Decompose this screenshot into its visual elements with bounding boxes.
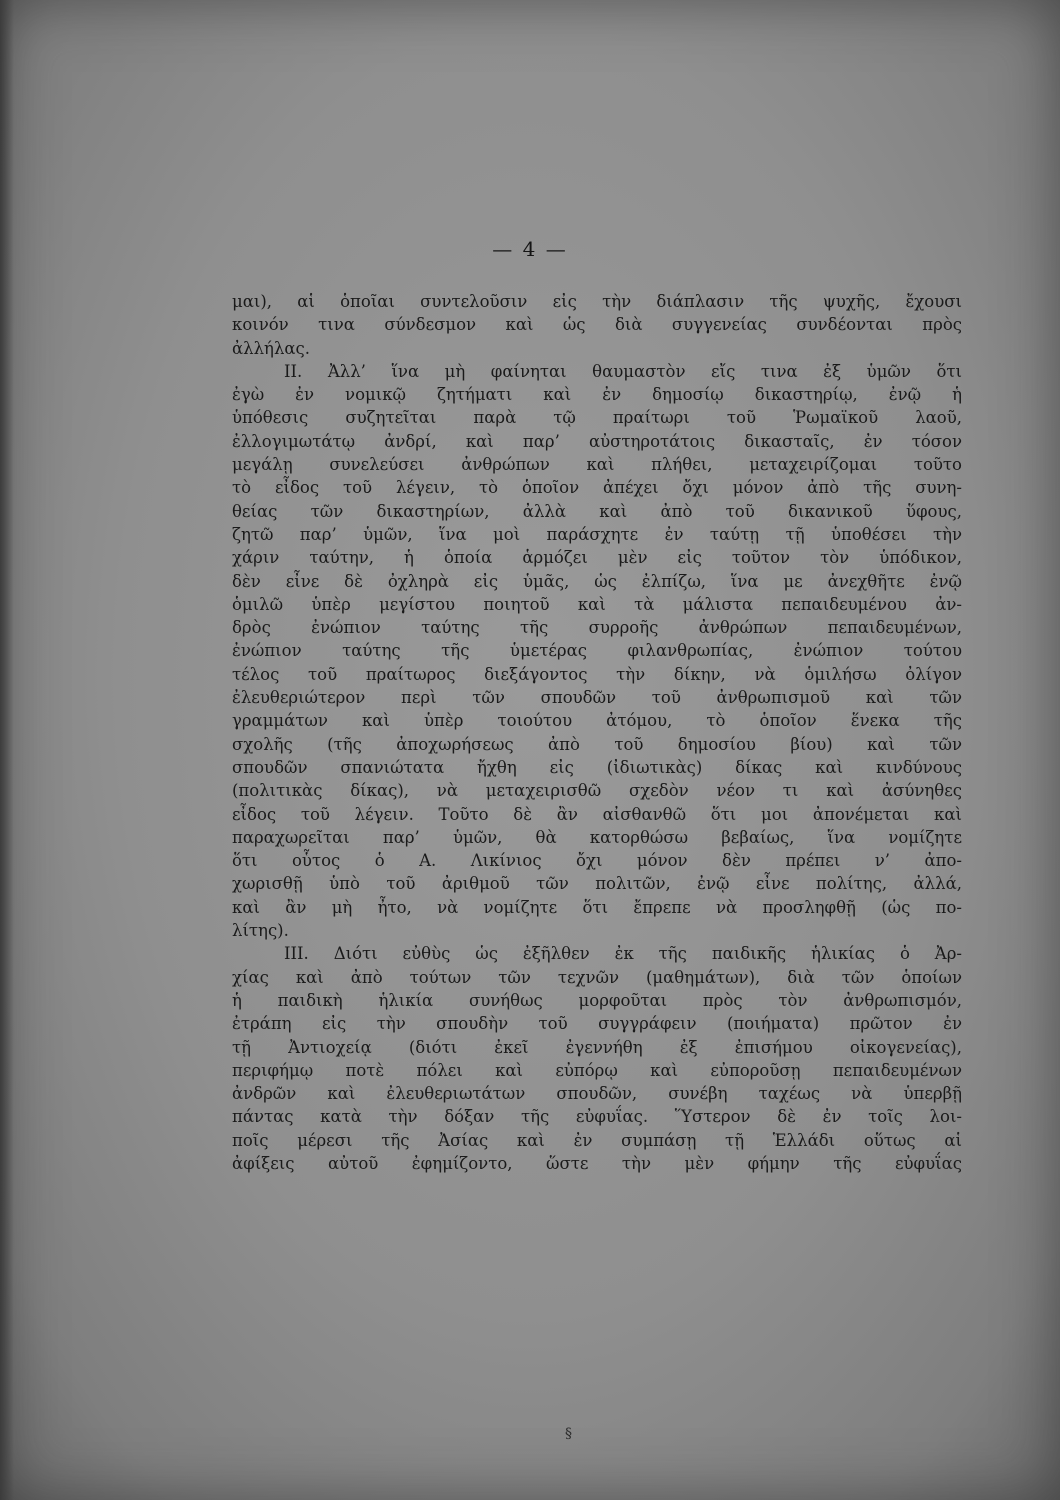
text-line: III. Διότι εὐθὺς ὡς ἐξῆλθεν ἐκ τῆς παιδικῆς ἡλικίας ὁ Ἀρ- (284, 944, 962, 964)
body-text (232, 290, 962, 1175)
text-line: (πολιτικὰς δίκας), νὰ μεταχειρισθῶ σχεδὸν νέον τι καὶ ἀσύνηθες (232, 781, 962, 801)
text-line: χωρισθῇ ὑπὸ τοῦ ἀριθμοῦ τῶν πολιτῶν, ἐνῷ εἶνε πολίτης, ἀλλά, (232, 874, 962, 894)
page-number: — 4 — (492, 237, 568, 261)
text-line: λίτης). (232, 921, 289, 941)
text-line: χάριν ταύτην, ἡ ὁποία ἁρμόζει μὲν εἰς τοῦτον τὸν ὑπόδικον, (232, 548, 962, 568)
text-line: σπουδῶν σπανιώτατα ἤχθη εἰς (ἰδιωτικὰς) δίκας καὶ κινδύνους (232, 757, 962, 777)
text-line: ζητῶ παρ’ ὑμῶν, ἵνα μοὶ παράσχητε ἐν ταύτῃ τῇ ὑποθέσει τὴν (232, 524, 962, 544)
text-line: δρὸς ἐνώπιον ταύτης τῆς συρροῆς ἀνθρώπων πεπαιδευμένων, (232, 618, 962, 638)
text-line: παραχωρεῖται παρ’ ὑμῶν, θὰ κατορθώσω βεβαίως, ἵνα νομίζητε (232, 827, 962, 847)
page-left-edge-shadow (0, 0, 14, 1500)
text-line: τῇ Ἀντιοχείᾳ (διότι ἐκεῖ ἐγεννήθη ἐξ ἐπισήμου οἰκογενείας), (232, 1037, 962, 1057)
bottom-mark: § (565, 1426, 572, 1442)
text-line: ἐνώπιον ταύτης τῆς ὑμετέρας φιλανθρωπίας, ἐνώπιον τούτου (232, 641, 962, 661)
text-line: κοινόν τινα σύνδεσμον καὶ ὡς διὰ συγγενείας συνδέονται πρὸς (232, 315, 962, 335)
text-line: ἀφίξεις αὐτοῦ ἐφημίζοντο, ὥστε τὴν μὲν φήμην τῆς εὐφυΐας (232, 1153, 962, 1173)
text-line: σχολῆς (τῆς ἀποχωρήσεως ἀπὸ τοῦ δημοσίου βίου) καὶ τῶν (232, 734, 962, 754)
text-line: τὸ εἶδος τοῦ λέγειν, τὸ ὁποῖον ἀπέχει ὄχι μόνον ἀπὸ τῆς συνη- (232, 478, 962, 498)
text-line: τέλος τοῦ πραίτωρος διεξάγοντος τὴν δίκην, νὰ ὁμιλήσω ὀλίγον (232, 664, 962, 684)
text-line: ἀνδρῶν καὶ ἐλευθεριωτάτων σπουδῶν, συνέβη ταχέως νὰ ὑπερβῇ (232, 1084, 962, 1104)
text-line: πάντας κατὰ τὴν δόξαν τῆς εὐφυΐας. Ὕστερον δὲ ἐν τοῖς λοι- (232, 1107, 962, 1127)
text-line: ἀλλήλας. (232, 338, 311, 358)
text-line: ὑπόθεσις συζητεῖται παρὰ τῷ πραίτωρι τοῦ Ῥωμαϊκοῦ λαοῦ, (232, 408, 962, 428)
text-line: μεγάλῃ συνελεύσει ἀνθρώπων καὶ πλήθει, μεταχειρίζομαι τοῦτο (232, 455, 962, 475)
text-line: ἐγὼ ἐν νομικῷ ζητήματι καὶ ἐν δημοσίῳ δικαστηρίῳ, ἐνῷ ἡ (232, 385, 962, 405)
text-line: περιφήμῳ ποτὲ πόλει καὶ εὐπόρῳ καὶ εὐποροῦσῃ πεπαιδευμένων (232, 1060, 962, 1080)
text-line: θείας τῶν δικαστηρίων, ἀλλὰ καὶ ἀπὸ τοῦ δικανικοῦ ὕφους, (232, 501, 962, 521)
text-line: ὅτι οὗτος ὁ Α. Λικίνιος ὄχι μόνον δὲν πρέπει ν’ ἀπο- (232, 851, 962, 871)
text-line: μαι), αἱ ὁποῖαι συντελοῦσιν εἰς τὴν διάπλασιν τῆς ψυχῆς, ἔχουσι (232, 292, 962, 311)
text-line: ἐτράπη εἰς τὴν σπουδὴν τοῦ συγγράφειν (ποιήματα) πρῶτον ἐν (232, 1014, 962, 1034)
text-line: καὶ ἂν μὴ ἦτο, νὰ νομίζητε ὅτι ἔπρεπε νὰ προσληφθῇ (ὡς πο- (232, 897, 962, 917)
text-line: II. Ἀλλ’ ἵνα μὴ φαίνηται θαυμαστὸν εἴς τινα ἐξ ὑμῶν ὅτι (284, 361, 962, 381)
text-line: ἡ παιδικὴ ἡλικία συνήθως μορφοῦται πρὸς τὸν ἀνθρωπισμόν, (232, 990, 962, 1010)
text-line: ἐλευθεριώτερον περὶ τῶν σπουδῶν τοῦ ἀνθρωπισμοῦ καὶ τῶν (232, 688, 962, 708)
text-line: ὁμιλῶ ὑπὲρ μεγίστου ποιητοῦ καὶ τὰ μάλιστα πεπαιδευμένου ἀν- (232, 594, 962, 614)
text-line: ποῖς μέρεσι τῆς Ἀσίας καὶ ἐν συμπάσῃ τῇ Ἑλλάδι οὕτως αἱ (232, 1130, 962, 1150)
text-line: εἶδος τοῦ λέγειν. Τοῦτο δὲ ἂν αἰσθανθῶ ὅτι μοι ἀπονέμεται καὶ (232, 804, 962, 824)
text-line: δὲν εἶνε δὲ ὀχληρὰ εἰς ὑμᾶς, ὡς ἐλπίζω, ἵνα με ἀνεχθῆτε ἐνῷ (232, 571, 962, 591)
text-line: γραμμάτων καὶ ὑπὲρ τοιούτου ἀτόμου, τὸ ὁποῖον ἕνεκα τῆς (232, 711, 962, 731)
text-line: ἐλλογιμωτάτῳ ἀνδρί, καὶ παρ’ αὐστηροτάτοις δικασταῖς, ἐν τόσον (232, 431, 962, 451)
text-line: χίας καὶ ἀπὸ τούτων τῶν τεχνῶν (μαθημάτων), διὰ τῶν ὁποίων (232, 967, 962, 987)
